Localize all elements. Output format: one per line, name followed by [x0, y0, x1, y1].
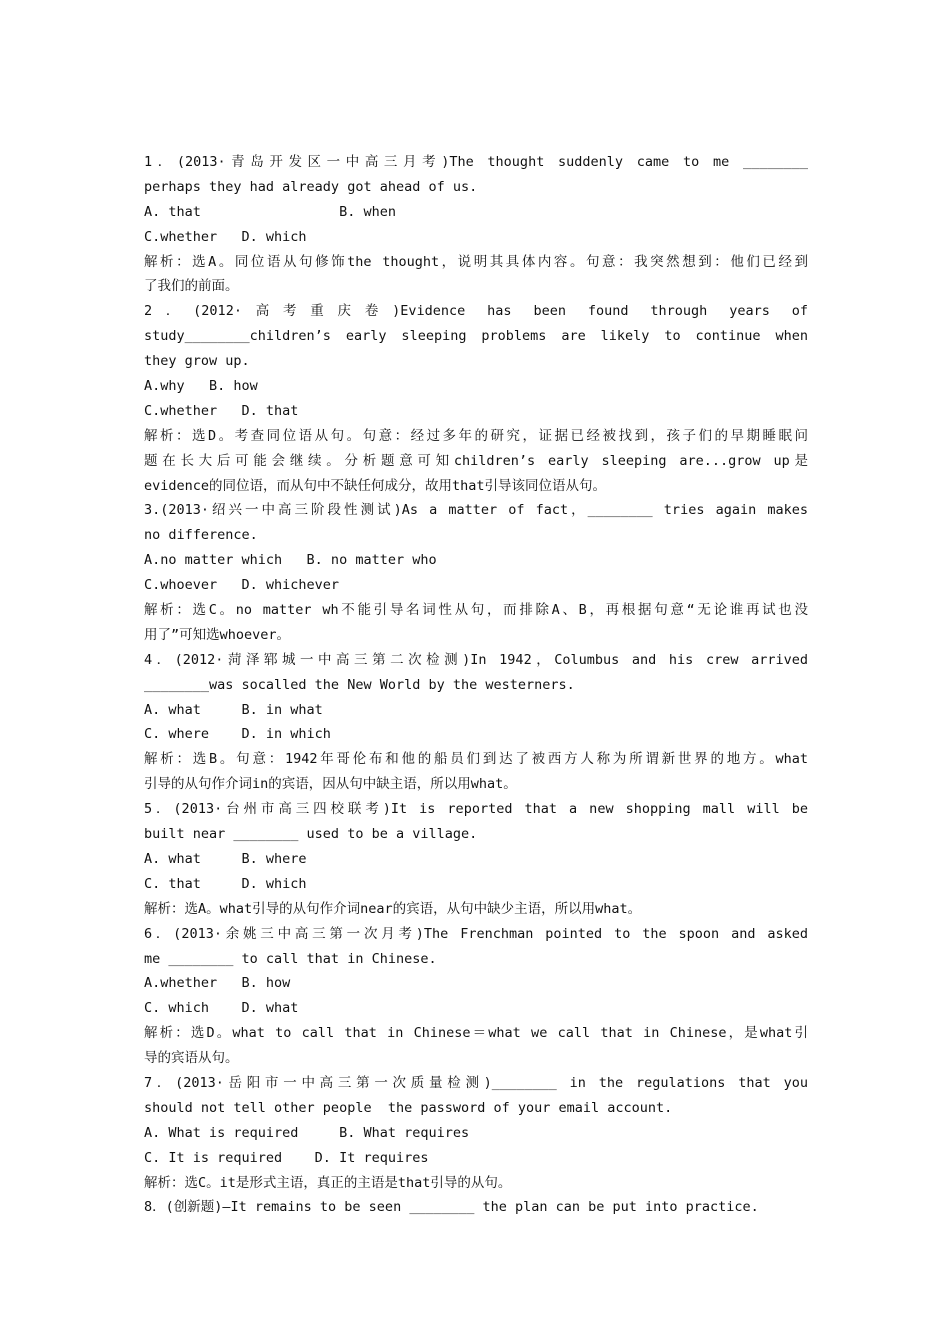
question-stem-line: 5．(2013·台州市高三四校联考)It is reported that a new shopping mall will be: [144, 801, 808, 818]
analysis-line: 解析：选C。it是形式主语，真正的主语是that引导的从句。: [144, 1174, 512, 1191]
question-stem-line: 2．(2012·高考重庆卷)Evidence has been found through years of: [144, 303, 808, 320]
analysis-line: 导的宾语从句。: [144, 1050, 239, 1067]
question-stem-line: 7．(2013·岳阳市一中高三第一次质量检测)________ in the regulations that you: [144, 1074, 808, 1091]
analysis-line: 解析：选C。no matter wh不能引导名词性从句，而排除A、B，再根据句意“无论谁再试也没: [144, 602, 808, 619]
question-stem-line: they grow up.: [144, 353, 250, 370]
answer-options-line: A. What is required B. What requires: [144, 1124, 470, 1141]
question-stem-line: built near ________ used to be a village.: [144, 826, 478, 843]
answer-options-line: A. what B. where: [144, 850, 307, 867]
question-stem-line: study________children’s early sleeping problems are likely to continue when: [144, 328, 808, 345]
answer-options-line: A.why B. how: [144, 378, 258, 395]
answer-options-line: A.whether B. how: [144, 975, 291, 992]
question-item: [144, 299, 808, 498]
analysis-line: 题在长大后可能会继续。分析题意可知children’s early sleeping are...grow up是: [144, 452, 808, 469]
analysis-line: 解析：选A。同位语从句修饰the thought，说明其具体内容。句意：我突然想到：他们已经到: [144, 253, 808, 270]
answer-options-line: C.whoever D. whichever: [144, 577, 340, 594]
answer-options-line: C. It is required D. It requires: [144, 1149, 429, 1166]
analysis-line: 解析：选A。what引导的从句作介词near的宾语，从句中缺少主语，所以用what。: [144, 900, 642, 917]
answer-options-line: C.whether D. that: [144, 402, 299, 419]
answer-options-line: A.no matter which B. no matter who: [144, 552, 437, 569]
question-stem-line: 3.(2013·绍兴一中高三阶段性测试)As a matter of fact，________ tries again makes: [144, 502, 808, 519]
question-item: [144, 1195, 808, 1220]
answer-options-line: A. what B. in what: [144, 701, 323, 718]
question-item: [144, 797, 808, 921]
question-stem-line: ________was socalled the New World by the westerners.: [144, 676, 575, 693]
analysis-line: 用了”可知选whoever。: [144, 626, 291, 643]
question-stem-line: 4．(2012·菏泽郓城一中高三第二次检测)In 1942，Columbus and his crew arrived: [144, 651, 808, 668]
answer-options-line: C. which D. what: [144, 1000, 299, 1017]
answer-options-line: C. that D. which: [144, 875, 307, 892]
question-stem-line: perhaps they had already got ahead of us.: [144, 178, 478, 195]
question-stem-line: 8．(创新题)—It remains to be seen ________ the plan can be put into practice.: [144, 1199, 759, 1216]
analysis-line: 解析：选D。考查同位语从句。句意：经过多年的研究，证据已经被找到，孩子们的早期睡眠问: [144, 427, 808, 444]
exercise-list: [144, 150, 808, 1220]
analysis-line: 解析：选D。what to call that in Chinese＝what we call that in Chinese，是what引: [144, 1025, 808, 1042]
question-item: [144, 648, 808, 797]
question-item: [144, 150, 808, 299]
analysis-line: 了我们的前面。: [144, 278, 239, 295]
answer-options-line: C.whether D. which: [144, 228, 307, 245]
question-item: [144, 1071, 808, 1195]
question-stem-line: me ________ to call that in Chinese.: [144, 950, 437, 967]
question-item: [144, 498, 808, 647]
answer-options-line: C. where D. in which: [144, 726, 331, 743]
question-item: [144, 922, 808, 1071]
question-stem-line: 1．(2013·青岛开发区一中高三月考)The thought suddenly came to me ________: [144, 154, 808, 170]
question-stem-line: 6．(2013·余姚三中高三第一次月考)The Frenchman pointed to the spoon and asked: [144, 925, 808, 942]
answer-options-line: A. that B. when: [144, 203, 396, 220]
analysis-line: evidence的同位语，而从句中不缺任何成分，故用that引导该同位语从句。: [144, 477, 607, 494]
analysis-line: 解析：选B。句意：1942年哥伦布和他的船员们到达了被西方人称为所谓新世界的地方。what: [144, 751, 808, 768]
question-stem-line: no difference.: [144, 527, 258, 544]
question-stem-line: should not tell other people the password of your email account.: [144, 1099, 673, 1116]
analysis-line: 引导的从句作介词in的宾语，因从句中缺主语，所以用what。: [144, 776, 517, 793]
